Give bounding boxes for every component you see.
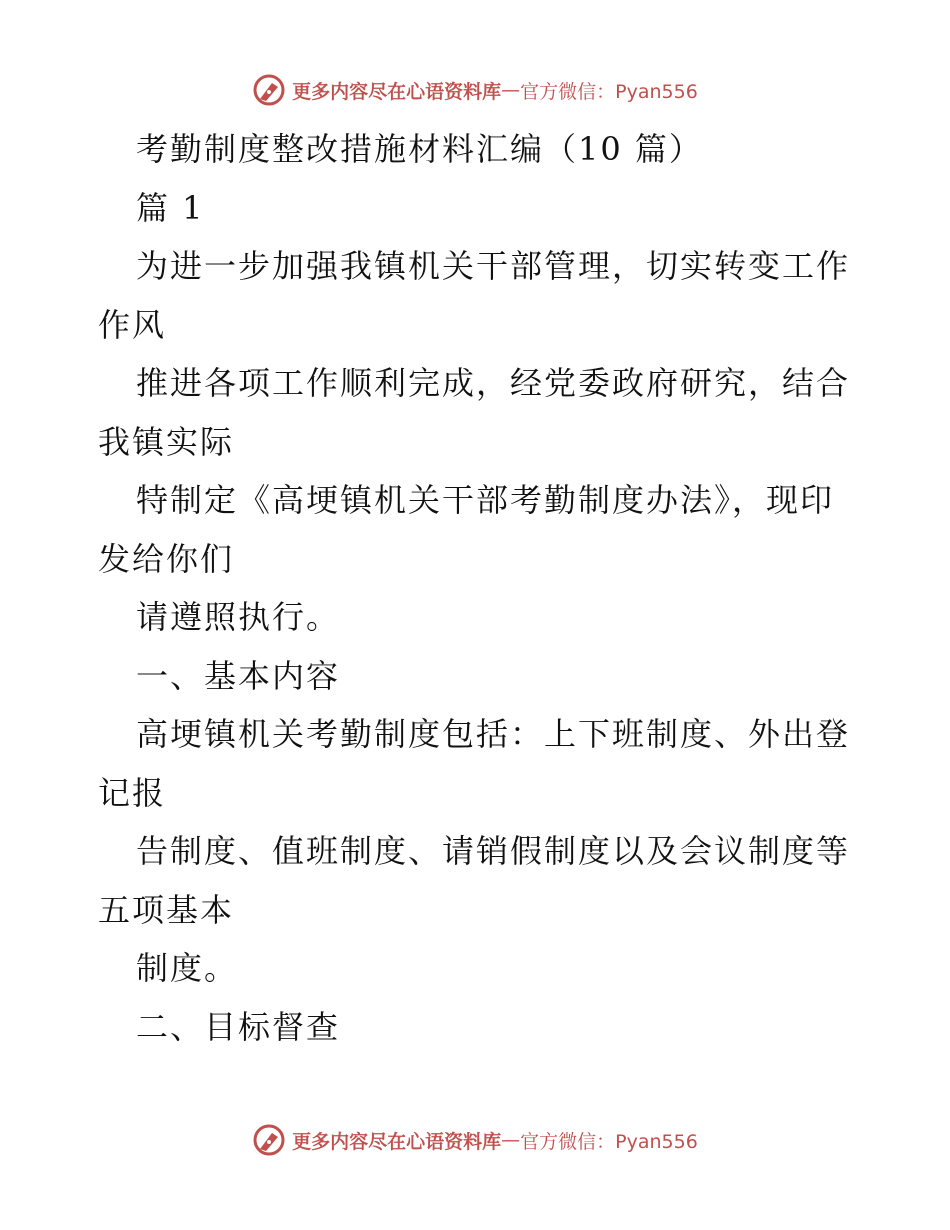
footer-banner [0,1120,950,1160]
paragraph-line: 制度。 [136,949,239,987]
pen-nib-circle-icon [252,1123,286,1157]
paragraph-line: 我镇实际 [98,422,235,461]
footer-dash: — [501,1129,521,1151]
footer-slogan: 更多内容尽在心语资料库 [292,1130,502,1153]
pen-nib-circle-icon [252,73,286,107]
paragraph-line: 推进各项工作顺利完成，经党委政府研究，结合 [136,364,851,402]
document-title: 考勤制度整改措施材料汇编（10 篇） [136,130,703,168]
paragraph-line: 告制度、值班制度、请销假制度以及会议制度等 [136,832,851,870]
paragraph-line: 高埂镇机关考勤制度包括：上下班制度、外出登 [136,715,851,753]
paragraph-line: 请遵照执行。 [136,598,341,636]
paragraph-line: 发给你们 [98,539,235,578]
header-slogan: 更多内容尽在心语资料库 [292,80,502,103]
header-dash: — [501,79,521,101]
paragraph-line: 五项基本 [98,890,235,929]
paragraph-line: 作风 [98,305,167,344]
paragraph-line: 特制定《高埂镇机关干部考勤制度办法》，现印 [136,481,835,519]
section-heading: 一、基本内容 [136,656,341,695]
footer-contact: 官方微信：Pyan556 [520,1130,698,1153]
paragraph-line: 为进一步加强我镇机关干部管理，切实转变工作 [136,247,851,285]
section-heading: 二、目标督查 [136,1007,341,1046]
document-body [98,120,858,1056]
paragraph-line: 记报 [98,773,167,812]
header-contact: 官方微信：Pyan556 [520,80,698,103]
section-heading: 篇 1 [136,188,205,227]
header-banner [0,70,950,110]
